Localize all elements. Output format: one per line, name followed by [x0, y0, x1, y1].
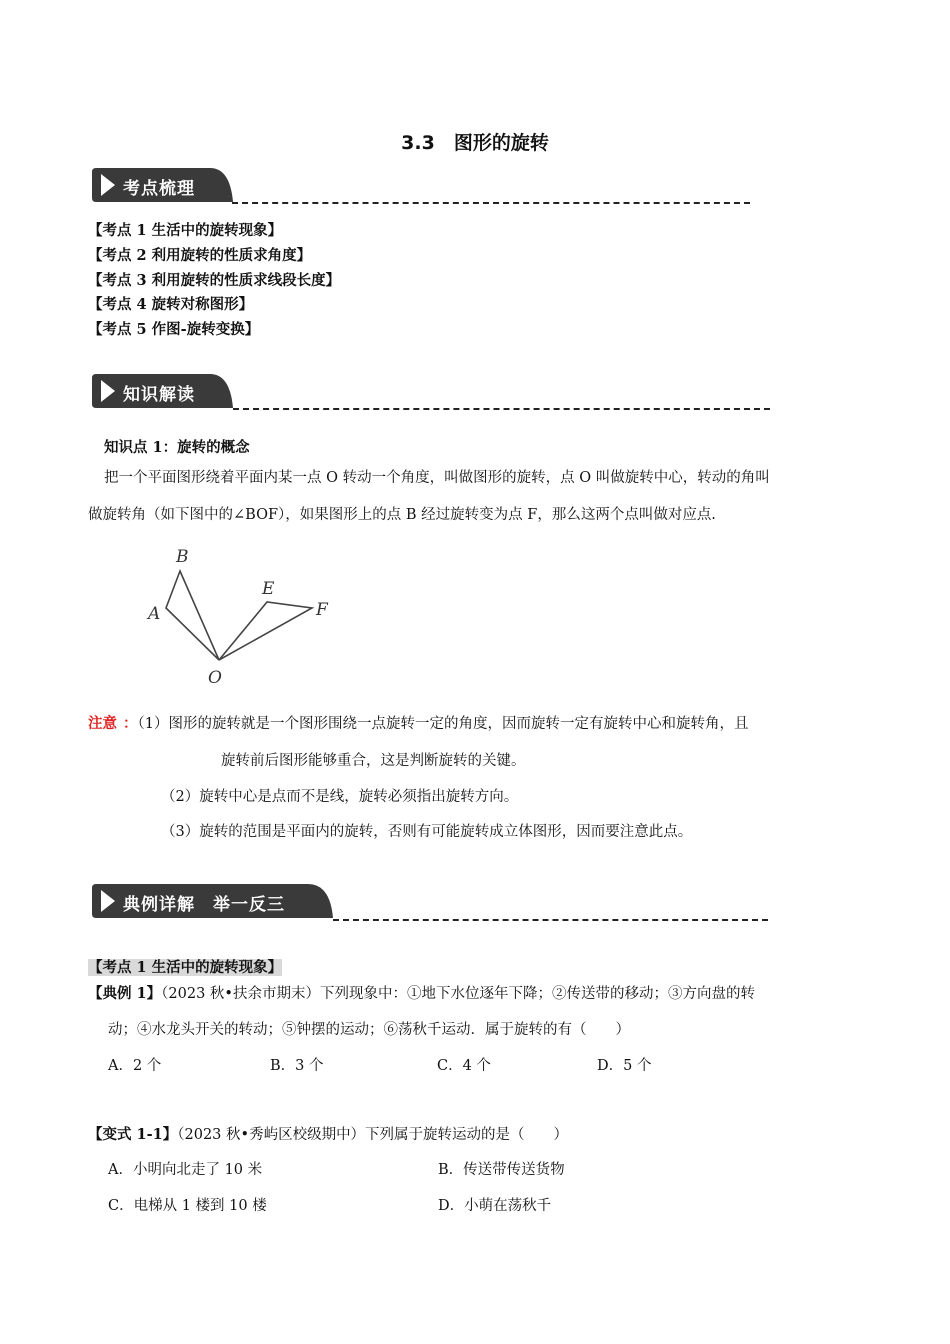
note-line-3: （2）旋转中心是点而不是线，旋转必须指出旋转方向。 — [161, 789, 519, 805]
outline-item-2: 【考点 2 利用旋转的性质求角度】 — [88, 247, 312, 264]
section-banner-knowledge — [90, 372, 235, 410]
outline-item-4: 【考点 4 旋转对称图形】 — [88, 296, 254, 313]
knowledge-paragraph-line2: 做旋转角（如下图中的∠BOF），如果图形上的点 B 经过旋转变为点 F，那么这两个点叫做对应点. — [88, 507, 716, 523]
label-O: O — [208, 668, 222, 688]
outline-item-1: 【考点 1 生活中的旋转现象】 — [88, 222, 283, 239]
example-label: 【典例 1】 — [88, 985, 162, 1002]
label-A: A — [148, 604, 161, 624]
example-option-a: A．2 个 — [108, 1058, 162, 1074]
knowledge-heading: 知识点 1：旋转的概念 — [104, 439, 250, 456]
note-line-1 — [88, 712, 748, 733]
label-B: B — [176, 547, 189, 567]
page-title: 3.3 图形的旋转 — [401, 132, 549, 154]
variant-option-b: B．传送带传送货物 — [438, 1162, 565, 1178]
variant-option-c: C．电梯从 1 楼到 10 楼 — [108, 1198, 267, 1214]
section-heading — [88, 956, 282, 977]
example-option-c: C．4 个 — [437, 1058, 491, 1074]
note-text: （1）图形的旋转就是一个图形围绕一点旋转一定的角度，因而旋转一定有旋转中心和旋转角，且 — [137, 716, 749, 732]
variant-option-a: A．小明向北走了 10 米 — [108, 1162, 263, 1178]
note-label: 注意 — [88, 715, 117, 732]
triangle-EOF — [219, 602, 312, 660]
example-text: （2023 秋•扶余市期末）下列现象中：①地下水位逐年下降；②传送带的移动；③方向盘的转 — [161, 986, 755, 1002]
example-option-b: B．3 个 — [270, 1058, 324, 1074]
section-banner-examples — [90, 882, 335, 920]
knowledge-paragraph-line1: 把一个平面图形绕着平面内某一点 O 转动一个角度，叫做图形的旋转，点 O 叫做旋转中心，转动的角叫 — [104, 470, 770, 486]
note-line-4: （3）旋转的范围是平面内的旋转，否则有可能旋转成立体图形，因而要注意此点。 — [161, 824, 693, 840]
outline-item-3: 【考点 3 利用旋转的性质求线段长度】 — [88, 272, 341, 289]
section-heading-text: 【考点 1 生活中的旋转现象】 — [88, 959, 283, 976]
rotation-figure — [140, 540, 340, 690]
variant-line — [88, 1123, 568, 1144]
note-line-2: 旋转前后图形能够重合，这是判断旋转的关键。 — [221, 753, 526, 769]
divider — [232, 202, 750, 204]
example-option-d: D．5 个 — [597, 1058, 652, 1074]
label-F: F — [316, 600, 328, 620]
divider — [233, 408, 770, 410]
note-colon: ： — [123, 715, 138, 732]
example-line-1 — [88, 982, 755, 1003]
triangle-AOB — [166, 571, 219, 660]
variant-label: 【变式 1-1】 — [88, 1126, 178, 1143]
variant-option-d: D．小萌在荡秋千 — [438, 1198, 552, 1214]
banner-label: 知识解读 — [123, 385, 195, 405]
banner-label: 典例详解 举一反三 — [123, 895, 285, 915]
variant-text: （2023 秋•秀屿区校级期中）下列属于旋转运动的是（ ） — [177, 1127, 569, 1143]
section-banner-outline — [90, 166, 235, 204]
outline-item-5: 【考点 5 作图-旋转变换】 — [88, 321, 260, 338]
example-line-2: 动；④水龙头开关的转动；⑤钟摆的运动；⑥荡秋千运动．属于旋转的有（ ） — [108, 1022, 630, 1038]
label-E: E — [262, 579, 275, 599]
divider — [333, 919, 768, 921]
banner-label: 考点梳理 — [123, 179, 195, 199]
